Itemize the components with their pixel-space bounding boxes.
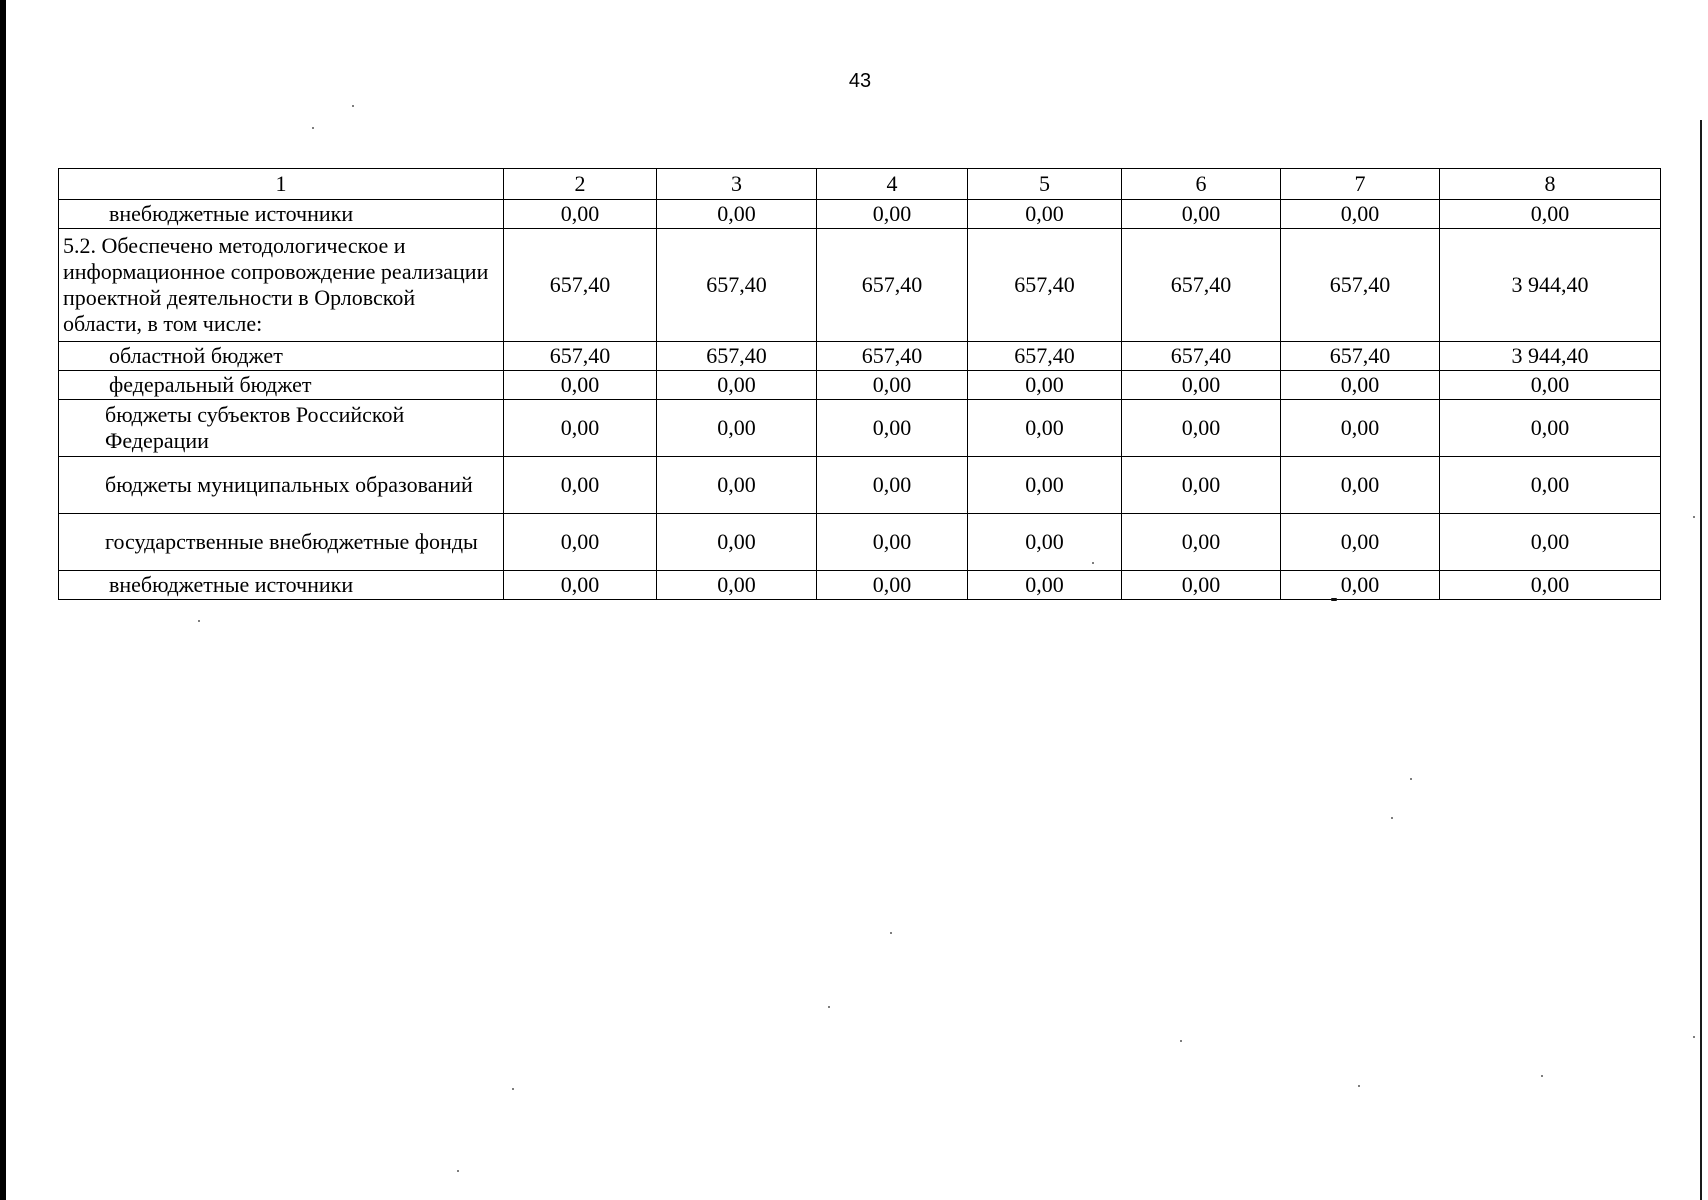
table-cell: 0,00 xyxy=(1440,400,1661,457)
table-cell: 0,00 xyxy=(817,200,968,229)
scan-speck xyxy=(1693,1036,1695,1038)
table-cell: 3 944,40 xyxy=(1440,229,1661,342)
table-row xyxy=(59,200,1661,229)
column-header: 8 xyxy=(1440,169,1661,200)
row-label: внебюджетные источники xyxy=(59,571,504,600)
table-cell: 0,00 xyxy=(817,371,968,400)
scan-left-edge xyxy=(0,0,6,1200)
column-header: 7 xyxy=(1281,169,1440,200)
table-header-row xyxy=(59,169,1661,200)
table-cell: 0,00 xyxy=(1281,514,1440,571)
scan-right-edge xyxy=(1700,120,1702,1200)
table-cell: 0,00 xyxy=(817,571,968,600)
table-cell: 657,40 xyxy=(504,342,657,371)
table-cell: 657,40 xyxy=(968,229,1122,342)
table-cell: 0,00 xyxy=(1440,457,1661,514)
scan-speck xyxy=(1331,598,1337,601)
table-row xyxy=(59,571,1661,600)
table-cell: 0,00 xyxy=(657,200,817,229)
row-label: внебюджетные источники xyxy=(59,200,504,229)
table-cell: 0,00 xyxy=(504,514,657,571)
scan-speck xyxy=(198,620,200,622)
column-header: 2 xyxy=(504,169,657,200)
table-cell: 0,00 xyxy=(1122,371,1281,400)
table-cell: 0,00 xyxy=(1440,371,1661,400)
table-cell: 0,00 xyxy=(817,514,968,571)
scan-speck xyxy=(1180,1040,1182,1042)
table-cell: 657,40 xyxy=(504,229,657,342)
scan-speck xyxy=(312,127,314,129)
table-cell: 0,00 xyxy=(657,371,817,400)
table-row xyxy=(59,229,1661,342)
table-cell: 0,00 xyxy=(1122,514,1281,571)
table-cell: 0,00 xyxy=(968,371,1122,400)
table-cell: 0,00 xyxy=(1122,200,1281,229)
page-number: 43 xyxy=(848,70,872,92)
table-cell: 0,00 xyxy=(968,400,1122,457)
table-cell: 0,00 xyxy=(504,200,657,229)
scan-speck xyxy=(352,105,354,107)
table-cell: 0,00 xyxy=(968,457,1122,514)
row-label: областной бюджет xyxy=(59,342,504,371)
table-row xyxy=(59,514,1661,571)
scan-speck xyxy=(512,1088,514,1090)
table-cell: 0,00 xyxy=(1281,457,1440,514)
table-cell: 657,40 xyxy=(657,229,817,342)
scan-speck xyxy=(890,932,892,934)
table-cell: 657,40 xyxy=(817,229,968,342)
table-cell: 0,00 xyxy=(1281,571,1440,600)
scan-speck xyxy=(1410,778,1412,780)
scan-speck xyxy=(1391,817,1393,819)
table-cell: 0,00 xyxy=(504,571,657,600)
table-cell: 0,00 xyxy=(968,514,1122,571)
table-cell: 0,00 xyxy=(1440,571,1661,600)
column-header: 5 xyxy=(968,169,1122,200)
table-cell: 0,00 xyxy=(968,200,1122,229)
table-cell: 0,00 xyxy=(817,400,968,457)
column-header: 6 xyxy=(1122,169,1281,200)
table-cell: 0,00 xyxy=(1281,371,1440,400)
scan-speck xyxy=(1092,562,1094,564)
table-cell: 0,00 xyxy=(504,371,657,400)
table-cell: 657,40 xyxy=(968,342,1122,371)
column-header: 1 xyxy=(59,169,504,200)
table-cell: 0,00 xyxy=(1281,200,1440,229)
table-row xyxy=(59,371,1661,400)
table-cell: 0,00 xyxy=(817,457,968,514)
table-cell: 0,00 xyxy=(1122,457,1281,514)
table-cell: 0,00 xyxy=(657,514,817,571)
table-cell: 0,00 xyxy=(1440,200,1661,229)
row-label: бюджеты субъектов Российской Федерации xyxy=(59,400,504,457)
table-cell: 0,00 xyxy=(1440,514,1661,571)
row-label: федеральный бюджет xyxy=(59,371,504,400)
scan-speck xyxy=(1358,1085,1360,1087)
table-cell: 0,00 xyxy=(504,400,657,457)
table-cell: 657,40 xyxy=(1122,229,1281,342)
table-cell: 3 944,40 xyxy=(1440,342,1661,371)
row-label: государственные внебюджетные фонды xyxy=(59,514,504,571)
column-header: 3 xyxy=(657,169,817,200)
scan-speck xyxy=(1541,1075,1543,1077)
table-row xyxy=(59,400,1661,457)
table-row xyxy=(59,342,1661,371)
table-cell: 0,00 xyxy=(657,400,817,457)
table-cell: 657,40 xyxy=(1122,342,1281,371)
table-cell: 657,40 xyxy=(657,342,817,371)
table-cell: 657,40 xyxy=(1281,342,1440,371)
table-cell: 0,00 xyxy=(504,457,657,514)
scan-speck xyxy=(1693,516,1695,518)
table-cell: 0,00 xyxy=(1122,400,1281,457)
table-cell: 0,00 xyxy=(657,457,817,514)
row-label: 5.2. Обеспечено методологическое и информационное сопровождение реализации проектной деятельности в Орловской области, в том числе: xyxy=(59,229,504,342)
table-cell: 0,00 xyxy=(968,571,1122,600)
table-row xyxy=(59,457,1661,514)
row-label: бюджеты муниципальных образований xyxy=(59,457,504,514)
table-cell: 0,00 xyxy=(1281,400,1440,457)
table-cell: 657,40 xyxy=(1281,229,1440,342)
table-cell: 0,00 xyxy=(657,571,817,600)
budget-table xyxy=(58,168,1661,600)
table-cell: 0,00 xyxy=(1122,571,1281,600)
scan-speck xyxy=(828,1006,830,1008)
table-cell: 657,40 xyxy=(817,342,968,371)
scan-speck xyxy=(457,1170,459,1172)
column-header: 4 xyxy=(817,169,968,200)
